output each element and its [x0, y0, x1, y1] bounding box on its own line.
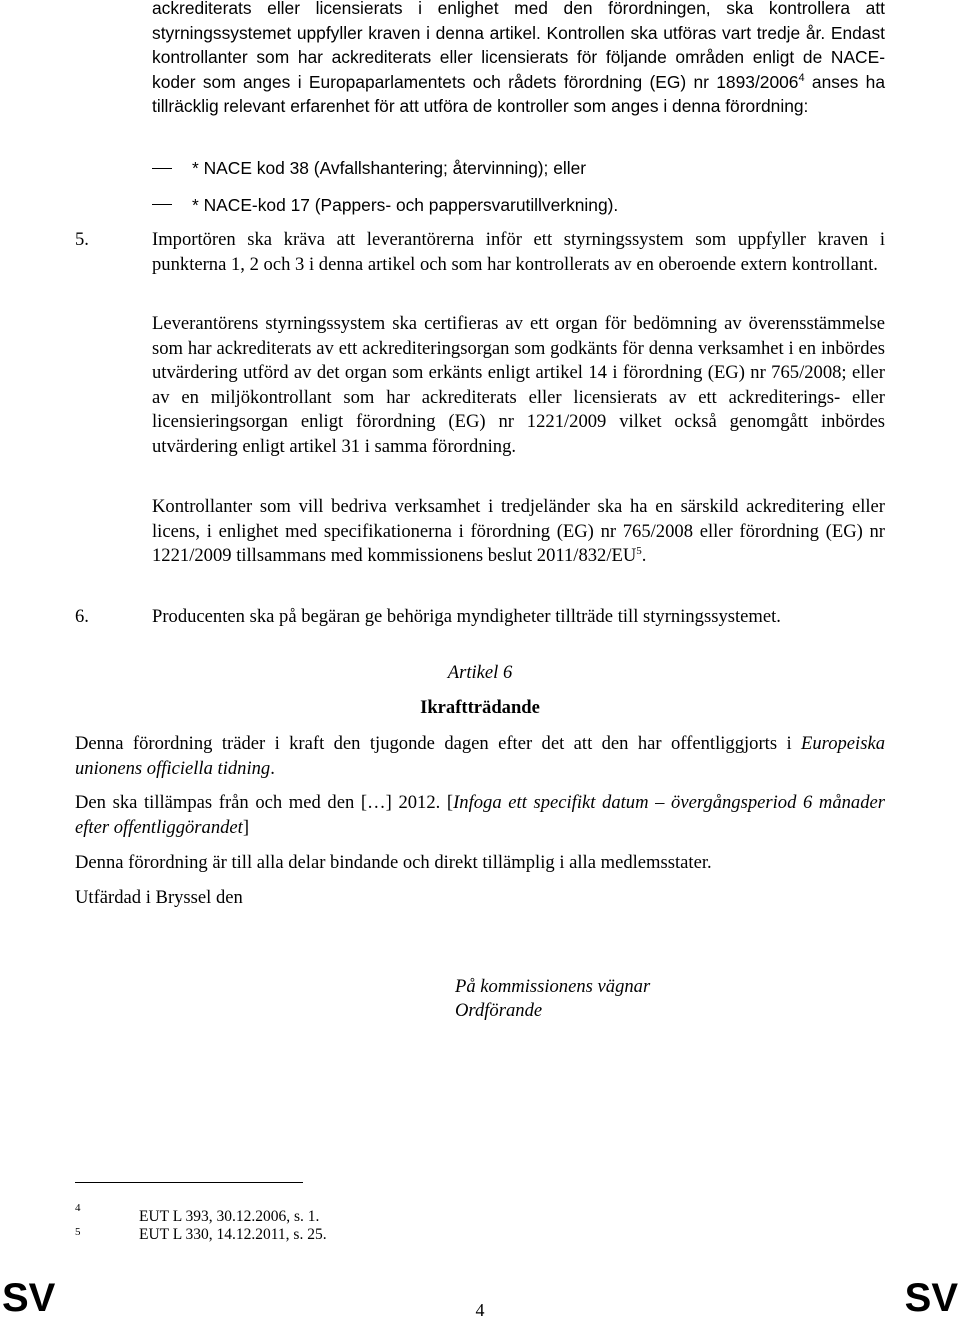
dash-bullet: [152, 168, 172, 169]
item5-number: 5.: [75, 229, 89, 250]
item6-number: 6.: [75, 606, 89, 627]
signature-line-2: Ordförande: [455, 1000, 543, 1021]
article-paragraph-1: [75, 732, 885, 781]
footnote-5-number: 5: [75, 1226, 81, 1238]
article-paragraph-4: Utfärdad i Bryssel den: [75, 887, 243, 908]
footnote-4-text: EUT L 393, 30.12.2006, s. 1.: [139, 1208, 320, 1225]
article-paragraph-3: Denna förordning är till alla delar bindande och direkt tillämplig i alla medlemsstater.: [75, 852, 712, 873]
date-placeholder-note: Infoga ett specifikt datum – övergångsperiod 6 månader efter offentliggörandet: [75, 792, 885, 838]
dash-item-nace-17: * NACE-kod 17 (Pappers- och pappersvarutillverkning).: [192, 195, 619, 215]
article-paragraph-2: [75, 791, 885, 840]
footer-language-left: SV: [2, 1276, 56, 1320]
dash-bullet: [152, 204, 172, 205]
item5-para3-text: Kontrollanter som vill bedriva verksamhet i tredjeländer ska ha en särskild ackreditering eller licens, i enlighet med specifikationerna i förordning (EG) nr 765/2008 eller förordning (EG) nr 1221/2009 tillsammans med kommissionens beslut 2011/832/EU: [152, 496, 885, 566]
article-p2-end: ]: [242, 816, 250, 838]
article-title: Ikraftträdande: [420, 697, 540, 718]
item5-paragraph-1: Importören ska kräva att leverantörerna inför ett styrningssystem som uppfyller kraven i punkterna 1, 2 och 3 i denna artikel och som har kontrollerats av en oberoende extern kontrollant.: [152, 229, 885, 275]
dash-item-nace-38: * NACE kod 38 (Avfallshantering; återvinning); eller: [192, 158, 587, 178]
article-p1-text: Denna förordning träder i kraft den tjugonde dagen efter det att den har offentliggjorts i: [75, 733, 801, 754]
item6-paragraph: Producenten ska på begäran ge behöriga myndigheter tillträde till styrningssystemet.: [152, 606, 781, 627]
footer-language-right: SV: [904, 1276, 958, 1320]
footnote-ref-4[interactable]: 4: [798, 71, 805, 84]
article-p1-end: .: [270, 757, 275, 779]
footnote-separator: [75, 1182, 303, 1183]
item5-para3-end: .: [641, 545, 647, 566]
footnote-5-text: EUT L 330, 14.12.2011, s. 25.: [139, 1226, 327, 1243]
item4-continued-paragraph: [152, 0, 885, 119]
item5-paragraph-2: Leverantörens styrningssystem ska certifieras av ett organ för bedömning av överensstämmelse som har ackrediterats av ett ackrediteringsorgan som godkänts för denna verksamhet i en inbördes utvärdering utförd av det organ som erkänts enligt artikel 14 i förordning (EG) nr 765/2008; eller av en miljökontrollant som har ackrediterats eller licensierats av ett ackrediterings- eller licensieringsorgan enligt förordning (EG) nr 1221/2009 vilket också genomgått inbördes utvärdering enligt artikel 31 i samma förordning.: [152, 313, 885, 457]
page-number: 4: [475, 1300, 485, 1320]
footnote-4-number: 4: [75, 1202, 81, 1214]
article-p2-text: Den ska tillämpas från och med den […] 2012. [: [75, 792, 454, 813]
item5-paragraph-3: [152, 495, 885, 569]
item4-text-2: anses ha tillräcklig relevant erfarenhet för att utföra de kontroller som anges i denna förordning:: [152, 71, 885, 116]
item4-text: ackrediterats eller licensierats i enlighet med den förordningen, ska kontrollera att styrningssystemet uppfyller kraven i denna artikel. Kontrollen ska utföras vart tredje år. Endast kontrollanter som har ackrediterats eller licensierats för följande områden enligt de NACE-koder som anges i Europaparlamentets och rådets förordning (EG) nr 1893/2006: [152, 0, 885, 92]
footnote-ref-5[interactable]: 5: [636, 544, 642, 557]
article-number: Artikel 6: [447, 662, 513, 683]
signature-line-1: På kommissionens vägnar: [455, 976, 651, 997]
journal-name: Europeiska unionens officiella tidning: [75, 733, 885, 779]
